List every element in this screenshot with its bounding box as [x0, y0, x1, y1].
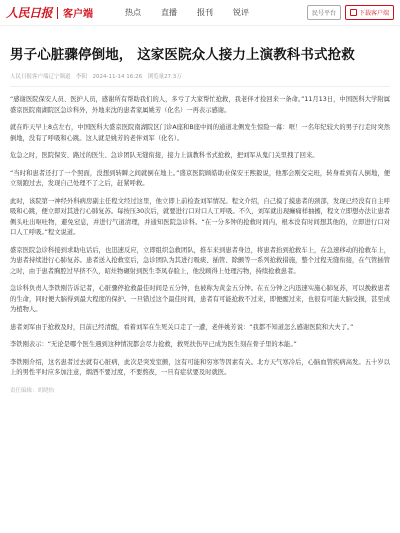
- article-paragraph: 急诊科负责人李铁刚告诉记者，心脏骤停抢救最佳时间是五分钟，也被称为黄金五分钟。在五分钟之内迅速实施心肺复苏，可以挽救患者的生命，同时便大脑得到最大程度的保护。一旦错过这个最佳时间，患者有可能抢救不过来，即便醒过来，也很有可能大脑受损，甚至成为植物人。: [10, 285, 390, 313]
- nav-item-hot[interactable]: 热点: [125, 8, 142, 17]
- responsible-editor: 责任编辑：胡晓怡: [10, 387, 55, 394]
- header-actions: [307, 5, 394, 20]
- nav-item-commentary[interactable]: 锐评: [233, 8, 250, 17]
- article-paragraph: 李铁刚介绍，这名患者过去就有心脏病，此次是突发室颤，这有可能和穷寒等因素有关。北方天气寒冷后，心脑血管疾病高发。五十岁以上的男性平时应多加注意，烟酒不要过度，不要熬夜，一旦有症状要及时就医。: [10, 358, 390, 376]
- phone-icon: [350, 9, 357, 16]
- article-paragraph: 患者刘军由于抢救及时，目前已经清醒，看着刘军在生死关口走了一遭，老伴姚芳说：“我都不知道怎么感谢医院和大夫了。”: [10, 323, 354, 331]
- article: [0, 26, 400, 394]
- article-paragraph: “感谢医院保安人员、医护人员，感谢所有帮助我们的人，多亏了大家帮忙抢救，我老伴才捡回来一条命。”11月13日，中国医科大学附属盛京医院南湖院区急诊科外，外地来沈的患者家属姚芳（化名）一再表示感谢。: [10, 96, 390, 114]
- main-nav: [115, 7, 259, 18]
- account-platform-button[interactable]: 民号平台: [307, 5, 341, 20]
- nav-item-live[interactable]: 直播: [161, 8, 178, 17]
- article-meta: 人民日报客户端辽宁频道 李阳 2024-11-14 16:26 浏览量27.3万: [10, 74, 182, 80]
- top-bar: [0, 0, 400, 26]
- article-paragraph: 就在昨天早上8点左右，中国医科大盛京医院南湖院区门诊A座和B座中间的通道北侧发生惊险一幕：哐！一名年纪较大的男子行走时突然倒地，没有了呼吸和心跳。这人就是姚芳的老伴刘军（化名）。: [10, 124, 390, 142]
- nav-item-newspaper[interactable]: 报刊: [197, 8, 214, 17]
- article-paragraph: 李铁刚表示：“无论是哪个医生遇到这种情况都会尽力抢救，救死扶伤早已成为医生刻在骨子里的本能。”: [10, 341, 297, 348]
- logo-sub-text: 客户端: [63, 9, 94, 20]
- article-paragraph: 盛京医院急诊科接到求助电话后，也迅速反应，立即组织急救团队，推车来到患者身边，将患者抬到抢救车上，在急速移动的抢救车上，为患者持续进行心肺复苏。患者送入抢救室后，急诊团队为其进行吸痰、插管、除颤等一系列抢救措施，整个过程无缝衔接，在气管插管之时，由于患者胸腔过早挤不久，昭灶物碾射到医生李凤春脸上，他没顾得上处理污物，持续抢救患者。: [10, 246, 390, 275]
- logo-main-text: 人民日报: [6, 6, 53, 20]
- article-title: 男子心脏骤停倒地， 这家医院众人接力上演教科书式抢救: [10, 47, 355, 63]
- logo-divider: [57, 7, 58, 19]
- download-app-label: 下载客户端: [358, 10, 389, 17]
- download-app-button[interactable]: [345, 5, 394, 20]
- article-paragraph: 此时，该院第一神经外科病房副主任程文经过这里，他立即上前检查刘军情况。程文介绍，自己摸了摸患者的颈部，发现已经没有自主呼吸和心跳，便立即对其进行心肺复苏。每按压30次后，就要进行口对口人工呼吸。不久，刘军就出现癫痫样抽搐，程文立即想办法让患者侧头吐出呕吐物，避免窒息，并进行气道清理，并通知医院急诊科。“在一分多钟的抢救时间内，根本没有时间想其他的，立即进行口对口人工呼吸。”程文说道。: [10, 197, 390, 236]
- article-paragraph: 危急之时，医院保安、路过的医生、急诊团队无缝衔接，接力上演教科书式抢救，把刘军从鬼门关里拽了回来。: [10, 152, 319, 159]
- meta-divider: [10, 86, 390, 87]
- article-paragraph: “当时和患者还打了一个照面，没想到转瞬之间就倒在地上。”盛京医院顾皓助业保安王熙毅说，他那会刚交完班，转身看到有人倒地，便立刻跑过去，发现自己处理不了之后，赶紧呼救。: [10, 169, 390, 187]
- site-logo[interactable]: [6, 4, 93, 21]
